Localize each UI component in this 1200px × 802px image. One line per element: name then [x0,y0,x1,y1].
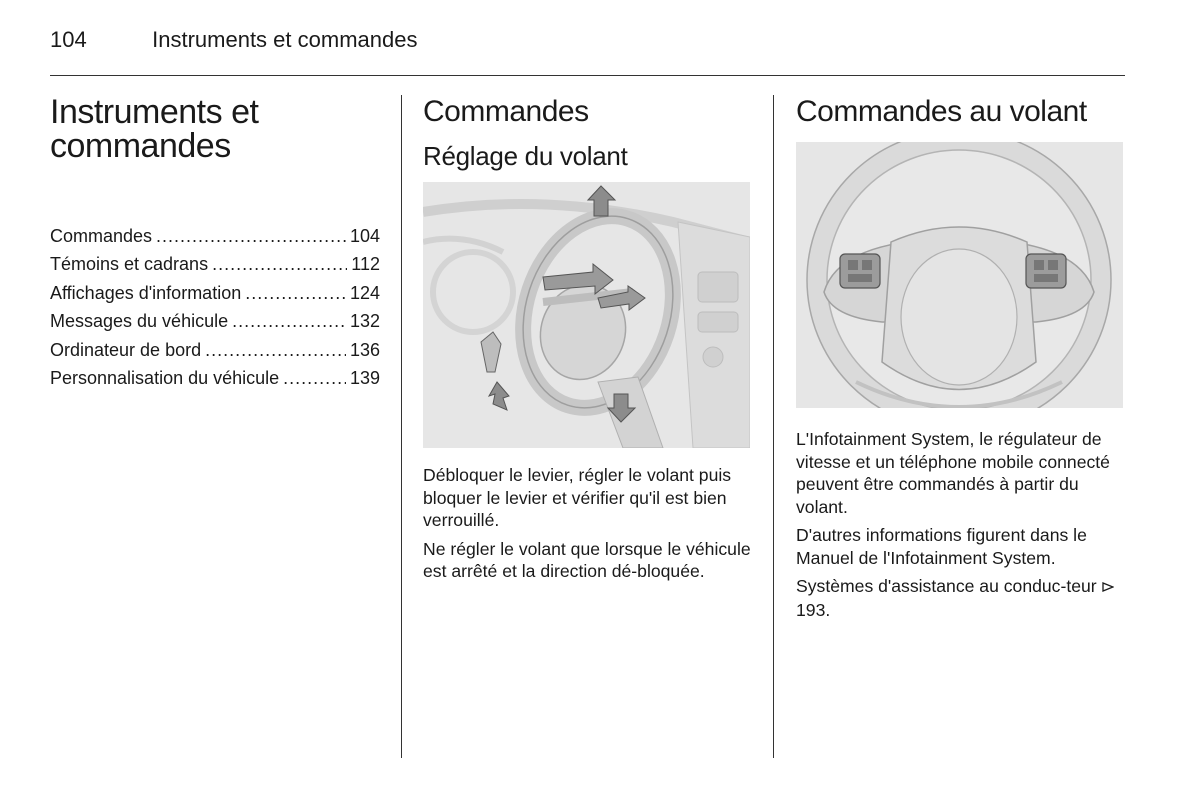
arrow-ref-icon[interactable] [1102,576,1114,599]
toc-entry[interactable] [50,364,380,392]
toc-entry[interactable] [50,279,380,307]
toc-label: Personnalisation du véhicule [50,368,280,389]
toc-entry[interactable] [50,222,380,250]
toc-page: 139 [349,368,380,389]
crossref-page[interactable]: 193. [796,599,831,620]
steering-adjustment-illustration [423,182,750,448]
toc-leader [156,222,346,250]
toc-label: Commandes [50,226,153,246]
page-number: 104 [50,27,87,52]
paragraph: Débloquer le levier, régler le volant puis bloquer le levier et vérifier qu'il est bien verrouillé. [423,465,732,530]
toc-label: Ordinateur de bord [50,339,202,360]
toc-leader [205,336,346,364]
column-divider [773,95,774,758]
page-header [50,27,417,53]
toc-label: Messages du véhicule [50,311,229,332]
toc-entry[interactable] [50,250,380,278]
toc-page: 136 [349,339,380,360]
toc-page: 104 [349,226,380,246]
toc-leader [245,279,346,307]
steering-wheel-controls-illustration [796,142,1123,408]
paragraph: D'autres informations figurent dans le Manuel de l'Infotainment System. [796,525,1087,568]
toc-entry[interactable] [50,307,380,335]
toc-leader [212,250,347,278]
commandes-column [423,95,753,589]
running-title: Instruments et commandes [152,27,418,52]
paragraph: Ne régler le volant que lorsque le véhicule est arrêté et la direction dé-bloquée. [423,538,751,581]
crossref-paragraph [796,575,1126,621]
toc-leader [283,364,346,392]
toc-label: Témoins et cadrans [50,254,209,275]
steering-controls-column [796,95,1126,627]
header-rule [50,75,1125,76]
toc-leader [232,307,346,335]
section-title: Commandes [423,95,589,128]
section-title: Commandes au volant [796,95,1087,128]
toc-page: 132 [349,311,380,332]
toc-page: 112 [351,254,380,275]
toc-page: 124 [349,282,380,303]
subsection-title: Réglage du volant [423,141,628,171]
chapter-column [50,95,380,392]
chapter-title: Instruments et commandes [50,93,259,165]
table-of-contents [50,222,380,392]
toc-label: Affichages d'information [50,282,242,303]
steering-adjustment-drawing [423,182,750,448]
crossref-text: Systèmes d'assistance au conduc-teur [796,576,1097,596]
toc-entry[interactable] [50,336,380,364]
column-divider [401,95,402,758]
steering-wheel-drawing [796,142,1123,408]
paragraph: L'Infotainment System, le régulateur de vitesse et un téléphone mobile connecté peuvent être commandés à partir du volant. [796,429,1110,517]
